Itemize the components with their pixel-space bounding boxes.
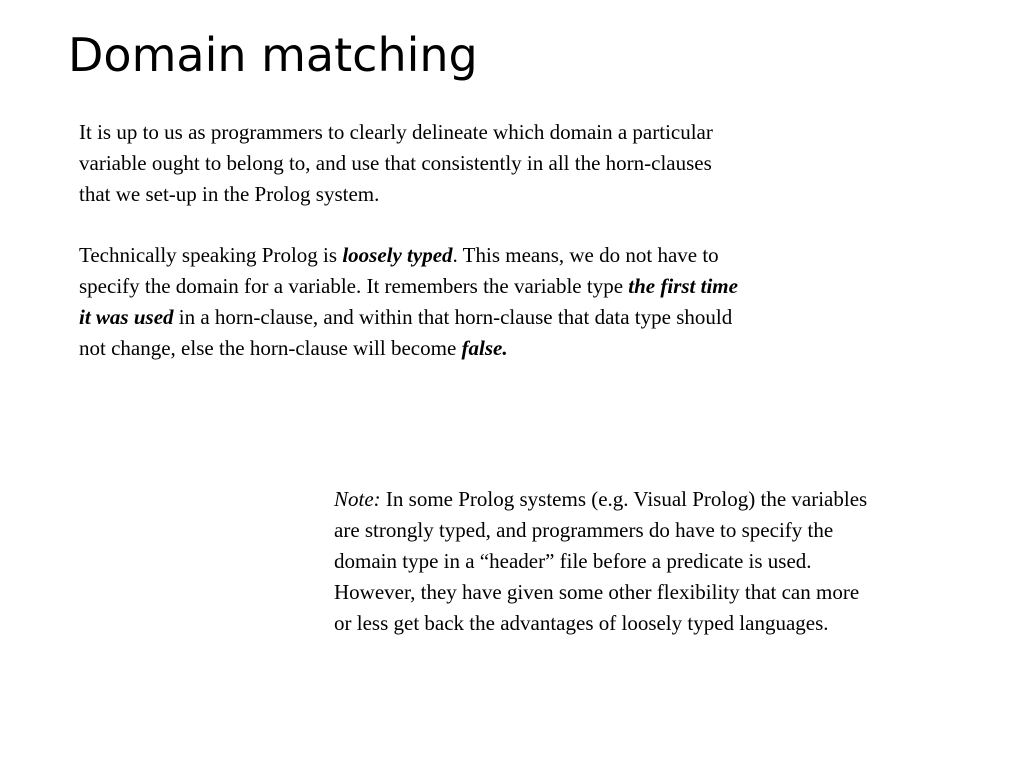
paragraph2-text: . This means, we do not have to xyxy=(452,243,719,267)
emphasis-false: false. xyxy=(461,336,508,360)
paragraph2-text: specify the domain for a variable. It remembers the variable type xyxy=(79,274,629,298)
paragraph1-line: that we set-up in the Prolog system. xyxy=(79,182,380,206)
note-text: In some Prolog systems (e.g. Visual Prolog) the variables xyxy=(380,487,868,511)
paragraph2-line xyxy=(79,240,899,271)
note-line: or less get back the advantages of loosely typed languages. xyxy=(334,611,829,635)
paragraph1-line: It is up to us as programmers to clearly delineate which domain a particular xyxy=(79,120,713,144)
paragraph2-text: in a horn-clause, and within that horn-clause that data type should xyxy=(173,305,733,329)
paragraph2-text: Technically speaking Prolog is xyxy=(79,243,343,267)
paragraph2-line xyxy=(79,333,899,364)
note-box xyxy=(334,484,1004,639)
paragraph2-line xyxy=(79,302,899,333)
paragraph1-line: variable ought to belong to, and use that consistently in all the horn-clauses xyxy=(79,151,712,175)
note-line xyxy=(334,484,1004,515)
emphasis-it-was-used: it was used xyxy=(79,305,174,329)
slide-title: Domain matching xyxy=(68,28,478,82)
note-line: domain type in a “header” file before a predicate is used. xyxy=(334,549,812,573)
paragraph2-text: not change, else the horn-clause will become xyxy=(79,336,462,360)
emphasis-first-time: the first time xyxy=(628,274,738,298)
paragraph-loosely-typed xyxy=(79,240,899,364)
note-line: However, they have given some other flexibility that can more xyxy=(334,580,860,604)
paragraph2-line xyxy=(79,271,899,302)
paragraph-domain-delineation xyxy=(79,117,899,210)
note-line: are strongly typed, and programmers do have to specify the xyxy=(334,518,834,542)
emphasis-loosely-typed: loosely typed xyxy=(342,243,453,267)
note-label: Note: xyxy=(334,487,381,511)
